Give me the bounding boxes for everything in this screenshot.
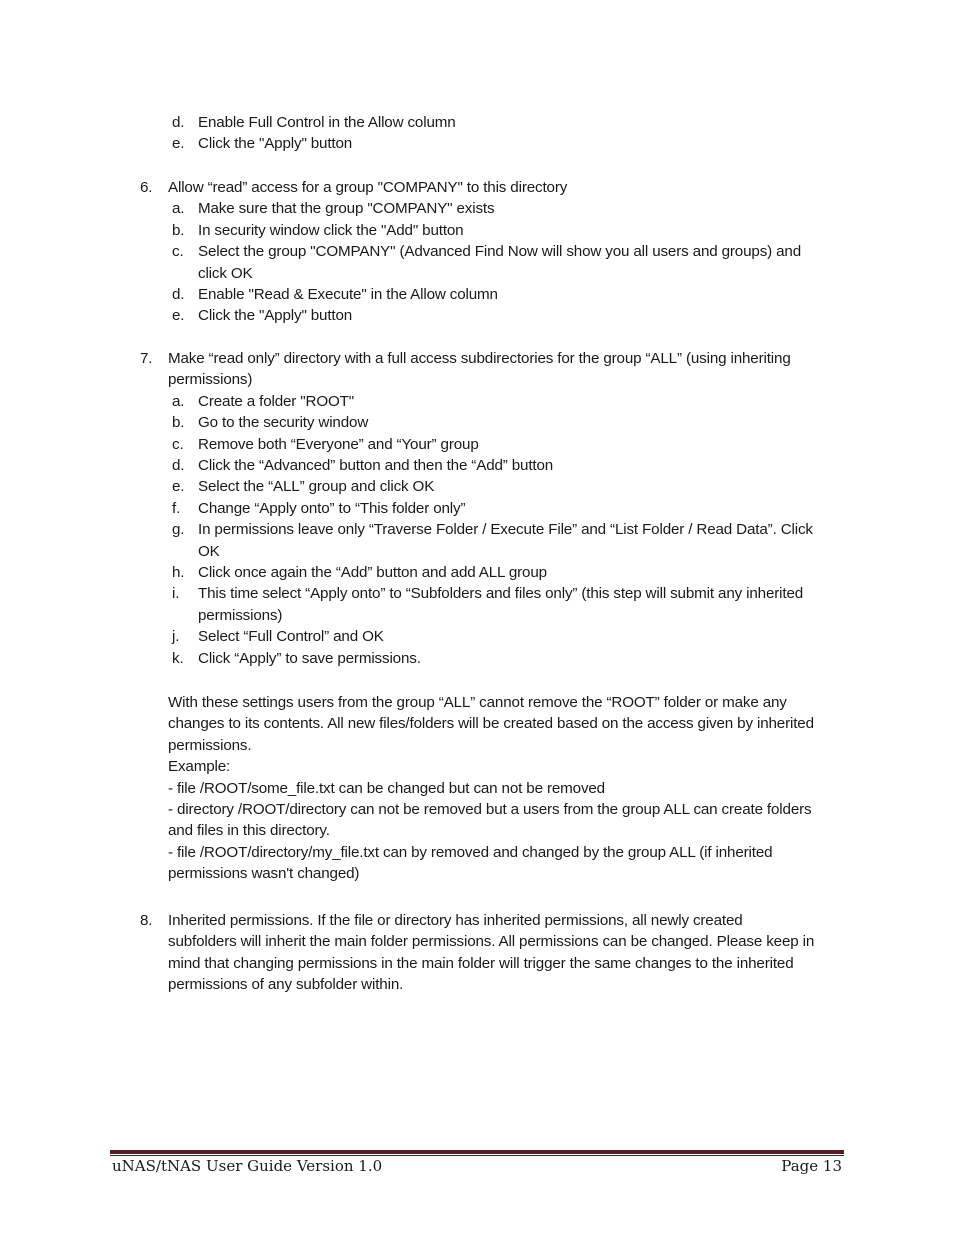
sub-item-text: This time select “Apply onto” to “Subfolders and files only” (this step will submit any inherited	[198, 585, 804, 603]
sub-item-marker: a.	[172, 200, 185, 218]
paragraph-line: permissions.	[168, 736, 252, 754]
sub-item-marker: f.	[172, 499, 181, 517]
sub-item-text: Go to the security window	[198, 414, 369, 432]
sub-item-marker: g.	[172, 521, 185, 539]
sub-item-marker: k.	[172, 649, 184, 667]
sub-item-text: Change “Apply onto” to “This folder only”	[198, 499, 466, 517]
sub-item-text: In permissions leave only “Traverse Folder / Execute File” and “List Folder / Read Data”. Click	[198, 521, 813, 539]
item-heading: Allow “read” access for a group "COMPANY" to this directory	[168, 179, 568, 196]
sub-item-text: click OK	[198, 264, 253, 282]
sub-item-text: Click once again the “Add” button and add ALL group	[198, 564, 547, 581]
item-text: permissions of any subfolder within.	[168, 976, 404, 994]
sub-item-text: Make sure that the group "COMPANY" exists	[198, 200, 495, 218]
item-heading: Make “read only” directory with a full access subdirectories for the group “ALL” (using inheriting	[168, 350, 791, 367]
paragraph-line: changes to its contents. All new files/folders will be created based on the access given by inherited	[168, 715, 814, 733]
list-item-marker: e.	[172, 135, 185, 153]
sub-item-text: permissions)	[198, 606, 283, 624]
sub-item-text: Select “Full Control” and OK	[198, 628, 384, 646]
sub-item-text: Enable "Read & Execute" in the Allow column	[198, 286, 498, 303]
item-text: mind that changing permissions in the main folder will trigger the same changes to the inherited	[168, 954, 794, 972]
sub-item-text: Select the group "COMPANY" (Advanced Find Now will show you all users and groups) and	[198, 243, 802, 261]
sub-item-marker: b.	[172, 221, 185, 239]
sub-item-text: OK	[198, 542, 220, 560]
sub-item-marker: b.	[172, 414, 185, 432]
paragraph-line: permissions wasn't changed)	[168, 865, 360, 883]
sub-item-marker: c.	[172, 243, 184, 261]
item-number: 6.	[140, 179, 153, 196]
item-heading: permissions)	[168, 371, 253, 389]
footer-rule	[110, 1150, 844, 1154]
sub-item-text: Click the "Apply" button	[198, 307, 353, 325]
sub-item-text: Remove both “Everyone” and “Your” group	[198, 435, 479, 453]
sub-item-marker: d.	[172, 457, 185, 474]
item-text: subfolders will inherit the main folder permissions. All permissions can be changed. Please keep in	[168, 933, 815, 951]
list-item-text: Enable Full Control in the Allow column	[198, 114, 456, 131]
footer-page-number: Page 13	[781, 1157, 842, 1175]
footer-title: uNAS/tNAS User Guide Version 1.0	[112, 1157, 383, 1175]
sub-item-text: In security window click the "Add" button	[198, 221, 464, 239]
paragraph-line: and files in this directory.	[168, 822, 330, 840]
sub-item-marker: d.	[172, 286, 185, 303]
sub-item-text: Click the “Advanced” button and then the “Add” button	[198, 457, 554, 474]
sub-item-text: Select the “ALL” group and click OK	[198, 478, 435, 496]
sub-item-text: Create a folder "ROOT"	[198, 392, 355, 410]
sub-item-marker: i.	[172, 585, 180, 603]
sub-item-marker: c.	[172, 435, 184, 453]
sub-item-marker: a.	[172, 392, 185, 410]
paragraph-line: - file /ROOT/directory/my_file.txt can by removed and changed by the group ALL (if inherited	[168, 843, 773, 861]
paragraph-line: With these settings users from the group “ALL” cannot remove the “ROOT” folder or make any	[168, 694, 787, 711]
sub-item-marker: h.	[172, 564, 185, 581]
sub-item-marker: j.	[172, 628, 180, 646]
sub-item-marker: e.	[172, 478, 185, 496]
paragraph-line: - file /ROOT/some_file.txt can be changed but can not be removed	[168, 779, 605, 797]
paragraph-line: - directory /ROOT/directory can not be removed but a users from the group ALL can create folders	[168, 801, 812, 818]
item-text: Inherited permissions. If the file or directory has inherited permissions, all newly created	[168, 912, 743, 929]
item-number: 8.	[140, 912, 153, 929]
sub-item-text: Click “Apply” to save permissions.	[198, 649, 421, 667]
paragraph-line: Example:	[168, 758, 231, 776]
list-item-text: Click the "Apply" button	[198, 135, 353, 153]
sub-item-marker: e.	[172, 307, 185, 325]
list-item-marker: d.	[172, 114, 185, 131]
item-number: 7.	[140, 350, 153, 367]
